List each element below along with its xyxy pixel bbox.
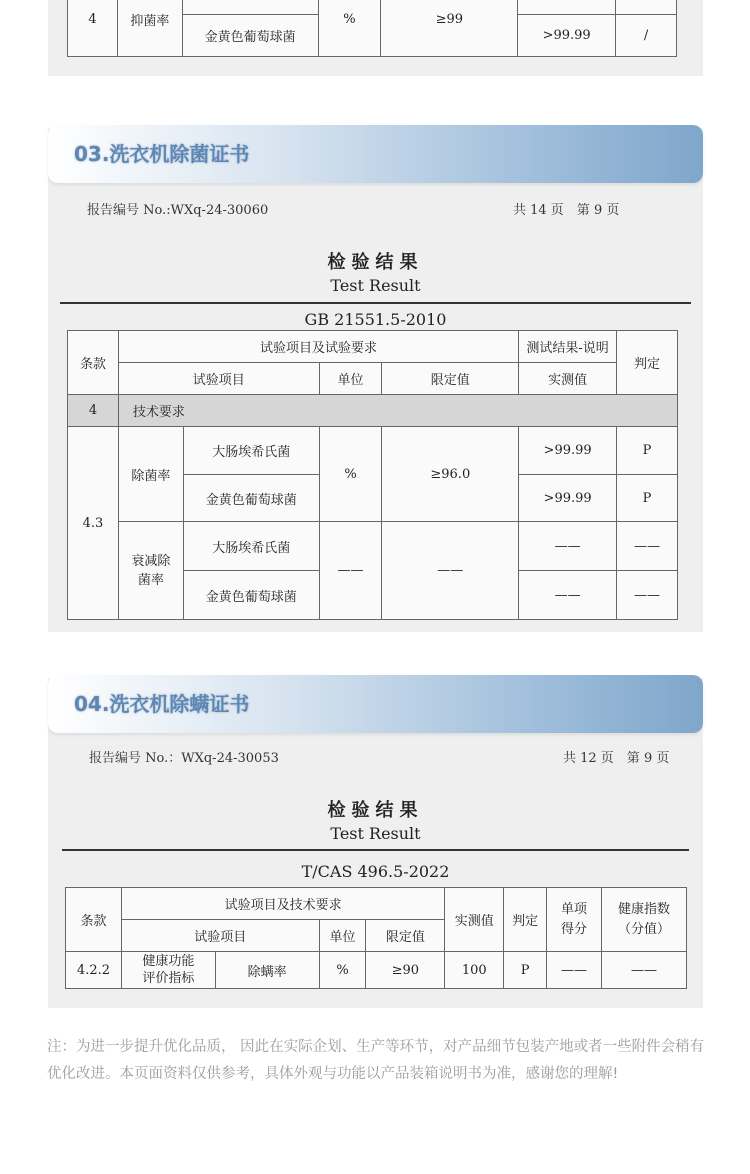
cert4-title: 04.洗衣机除螨证书 xyxy=(74,692,250,716)
result-title-cn: 检验结果 xyxy=(327,252,424,273)
header-verdict: 判定 xyxy=(504,888,547,952)
result-cell: —— xyxy=(519,522,617,571)
header-limit: 限定值 xyxy=(382,363,519,395)
bacteria-staph: 金黄色葡萄球菌 xyxy=(183,475,319,522)
group-sterilization-rate: 除菌率 xyxy=(118,427,183,522)
header-item: 试验项目 xyxy=(121,920,319,952)
result-cell: —— xyxy=(519,571,617,620)
unit-cell: % xyxy=(318,0,381,57)
result-title-cn: 检验结果 xyxy=(327,800,424,821)
row-category-label: 健康功能评价指标 xyxy=(142,954,195,986)
verdict-cell xyxy=(616,0,677,15)
cert3-table xyxy=(67,330,678,620)
header-measured: 实测值 xyxy=(519,363,617,395)
cert3-report-number: 报告编号 No.:WXq-24-30060 xyxy=(87,203,269,218)
unit-cell: % xyxy=(319,427,382,522)
bacteria-cell xyxy=(182,0,318,15)
section-name: 技术要求 xyxy=(118,395,677,427)
verdict-cell: P xyxy=(617,475,678,522)
row-verdict: P xyxy=(504,952,547,989)
header-test-result: 测试结果-说明 xyxy=(519,331,617,363)
disclaimer-note: 注：为进一步提升优化品质， 因此在实际企划、生产等环节，对产品细节包装产地或者一些附件会稍有优化改进。本页面资料仅供参考，具体外观与功能以产品装箱说明书为准，感谢您的理解! xyxy=(47,1039,705,1082)
bacteria-cell: 金黄色葡萄球菌 xyxy=(182,15,318,57)
cert4-header xyxy=(48,675,703,733)
row-measured: 100 xyxy=(445,952,504,989)
group-attenuation-rate xyxy=(118,522,183,620)
cert4-standard: T/CAS 496.5-2022 xyxy=(301,862,450,881)
header-health-index xyxy=(602,888,687,952)
header-measured: 实测值 xyxy=(445,888,504,952)
result-title-en: Test Result xyxy=(330,824,421,843)
result-title-en: Test Result xyxy=(330,276,421,295)
cert3-standard: GB 21551.5-2010 xyxy=(304,310,447,329)
section-number: 4 xyxy=(68,395,119,427)
cert3-header xyxy=(48,125,703,183)
health-index-label: 健康指数（分值） xyxy=(617,901,670,937)
row-index: —— xyxy=(602,952,687,989)
result-cell: >99.99 xyxy=(518,15,616,57)
limit-cell: —— xyxy=(382,522,519,620)
header-single-score xyxy=(547,888,602,952)
row-category xyxy=(121,952,215,989)
verdict-cell: P xyxy=(617,427,678,475)
verdict-cell: —— xyxy=(617,522,678,571)
row-score: —— xyxy=(547,952,602,989)
limit-cell: ≥99 xyxy=(381,0,518,57)
header-clause: 条款 xyxy=(66,888,122,952)
verdict-cell: / xyxy=(616,15,677,57)
cert4-report-number: 报告编号 No.：WXq-24-30053 xyxy=(89,751,279,766)
result-cell: >99.99 xyxy=(519,427,617,475)
result-cell xyxy=(518,0,616,15)
bacteria-ecoli: 大肠埃希氏菌 xyxy=(183,522,319,571)
cert3-result-title xyxy=(48,248,703,295)
divider xyxy=(60,302,691,304)
unit-cell: —— xyxy=(319,522,382,620)
row-clause: 4.2.2 xyxy=(66,952,122,989)
group-attenuation-label: 衰减除菌率 xyxy=(131,553,171,588)
cert3-page-info: 共 14 页 第 9 页 xyxy=(513,203,620,218)
verdict-cell: —— xyxy=(617,571,678,620)
header-items-req: 试验项目及试验要求 xyxy=(118,331,518,363)
header-unit: 单位 xyxy=(319,363,382,395)
clause-cell: 4 xyxy=(68,0,118,57)
result-cell: >99.99 xyxy=(519,475,617,522)
cert4-table xyxy=(65,887,687,989)
single-score-label: 单项得分 xyxy=(561,901,588,937)
header-unit: 单位 xyxy=(319,920,366,952)
clause-4-3: 4.3 xyxy=(68,427,119,620)
cert4-result-title xyxy=(48,796,703,843)
item-cell: 抑菌率 xyxy=(117,0,182,57)
header-verdict: 判定 xyxy=(617,331,678,395)
row-item: 除螨率 xyxy=(215,952,319,989)
limit-cell: ≥96.0 xyxy=(382,427,519,522)
row-unit: % xyxy=(319,952,366,989)
bacteria-ecoli: 大肠埃希氏菌 xyxy=(183,427,319,475)
header-clause: 条款 xyxy=(68,331,119,395)
previous-cert-table xyxy=(67,0,677,57)
bacteria-staph: 金黄色葡萄球菌 xyxy=(183,571,319,620)
header-items-req: 试验项目及技术要求 xyxy=(121,888,444,920)
divider xyxy=(62,849,689,851)
header-item: 试验项目 xyxy=(118,363,319,395)
cert3-title: 03.洗衣机除菌证书 xyxy=(74,142,250,166)
header-limit: 限定值 xyxy=(366,920,445,952)
row-limit: ≥90 xyxy=(366,952,445,989)
cert4-page-info: 共 12 页 第 9 页 xyxy=(563,751,670,766)
